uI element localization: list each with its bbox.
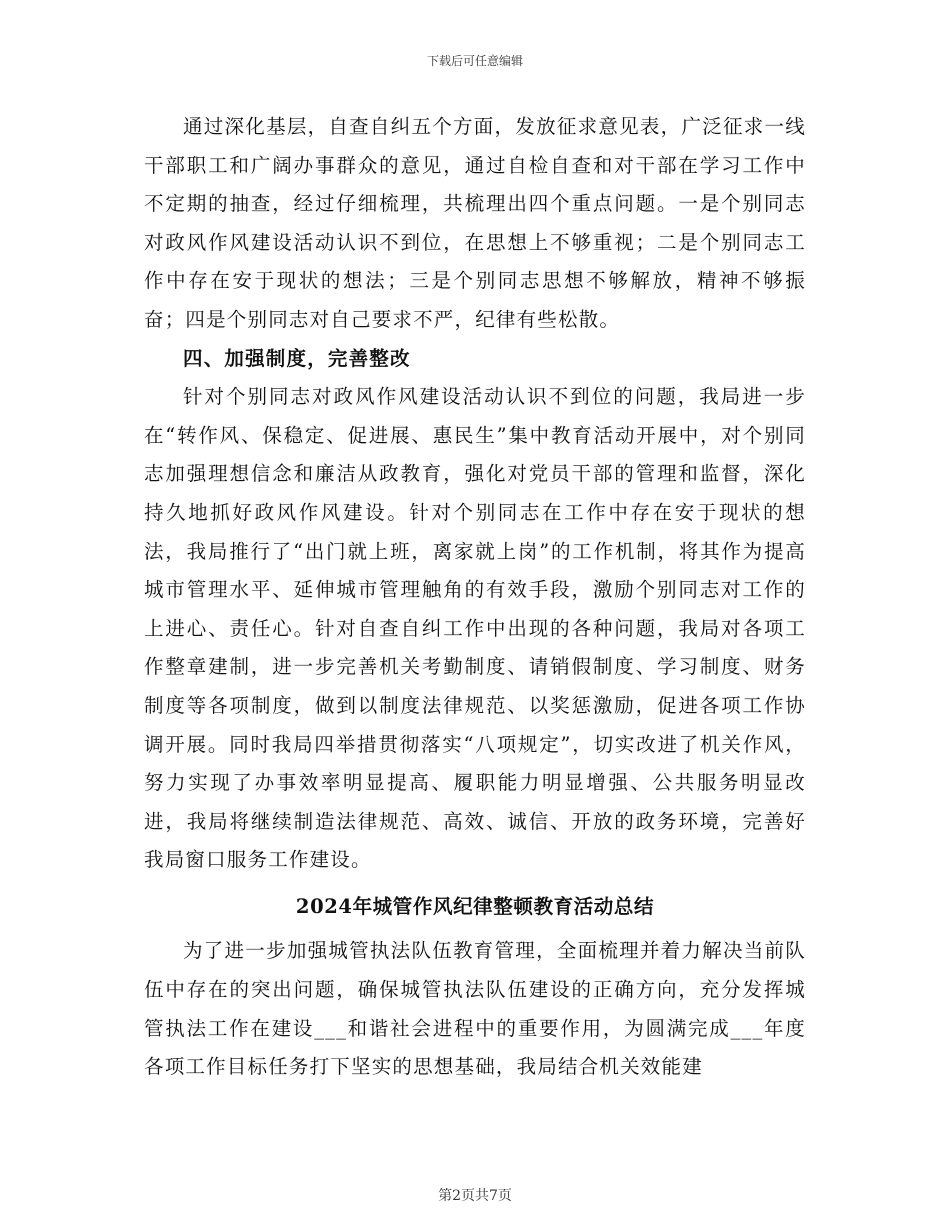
document-body xyxy=(144,108,806,1087)
document-title: 2024年城管作风纪律整顿教育活动总结 xyxy=(295,894,655,918)
page-header: 下载后可任意编辑 xyxy=(426,54,523,68)
page-footer: 第2页共7页 xyxy=(438,1188,512,1204)
paragraph-introduction: 为了进一步加强城管执法队伍教育管理，全面梳理并着力解决当前队伍中存在的突出问题，确保城管执法队伍建设的正确方向，充分发挥城管执法工作在建设___和谐社会进程中的重要作用，为圆满完成___年度各项工作目标任务打下坚实的思想基础，我局结合机关效能建 xyxy=(144,939,806,1079)
section-heading-4: 四、加强制度，完善整改 xyxy=(183,346,411,370)
paragraph-rectification: 针对个别同志对政风作风建设活动认识不到位的问题，我局进一步在“转作风、保稳定、促进展、惠民生”集中教育活动开展中，对个别同志加强理想信念和廉洁从政教育，强化对党员干部的管理和监督，深化持久地抓好政风作风建设。针对个别同志在工作中存在安于现状的想法，我局推行了“出门就上班，离家就上岗”的工作机制，将其作为提高城市管理水平、延伸城市管理触角的有效手段，激励个别同志对工作的上进心、责任心。针对自查自纠工作中出现的各种问题，我局对各项工作整章建制，进一步完善机关考勤制度、请销假制度、学习制度、财务制度等各项制度，做到以制度法律规范、以奖惩激励，促进各项工作协调开展。同时我局四举措贯彻落实“八项规定”，切实改进了机关作风，努力实现了办事效率明显提高、履职能力明显增强、公共服务明显改进，我局将继续制造法律规范、高效、诚信、开放的政务环境，完善好我局窗口服务工作建设。 xyxy=(144,385,806,872)
paragraph-self-inspection: 通过深化基层，自查自纠五个方面，发放征求意见表，广泛征求一线干部职工和广阔办事群众的意见，通过自检自查和对干部在学习工作中不定期的抽查，经过仔细梳理，共梳理出四个重点问题。一是个别同志对政风作风建设活动认识不到位，在思想上不够重视；二是个别同志工作中存在安于现状的想法；三是个别同志思想不够解放，精神不够振奋；四是个别同志对自己要求不严，纪律有些松散。 xyxy=(144,115,806,331)
